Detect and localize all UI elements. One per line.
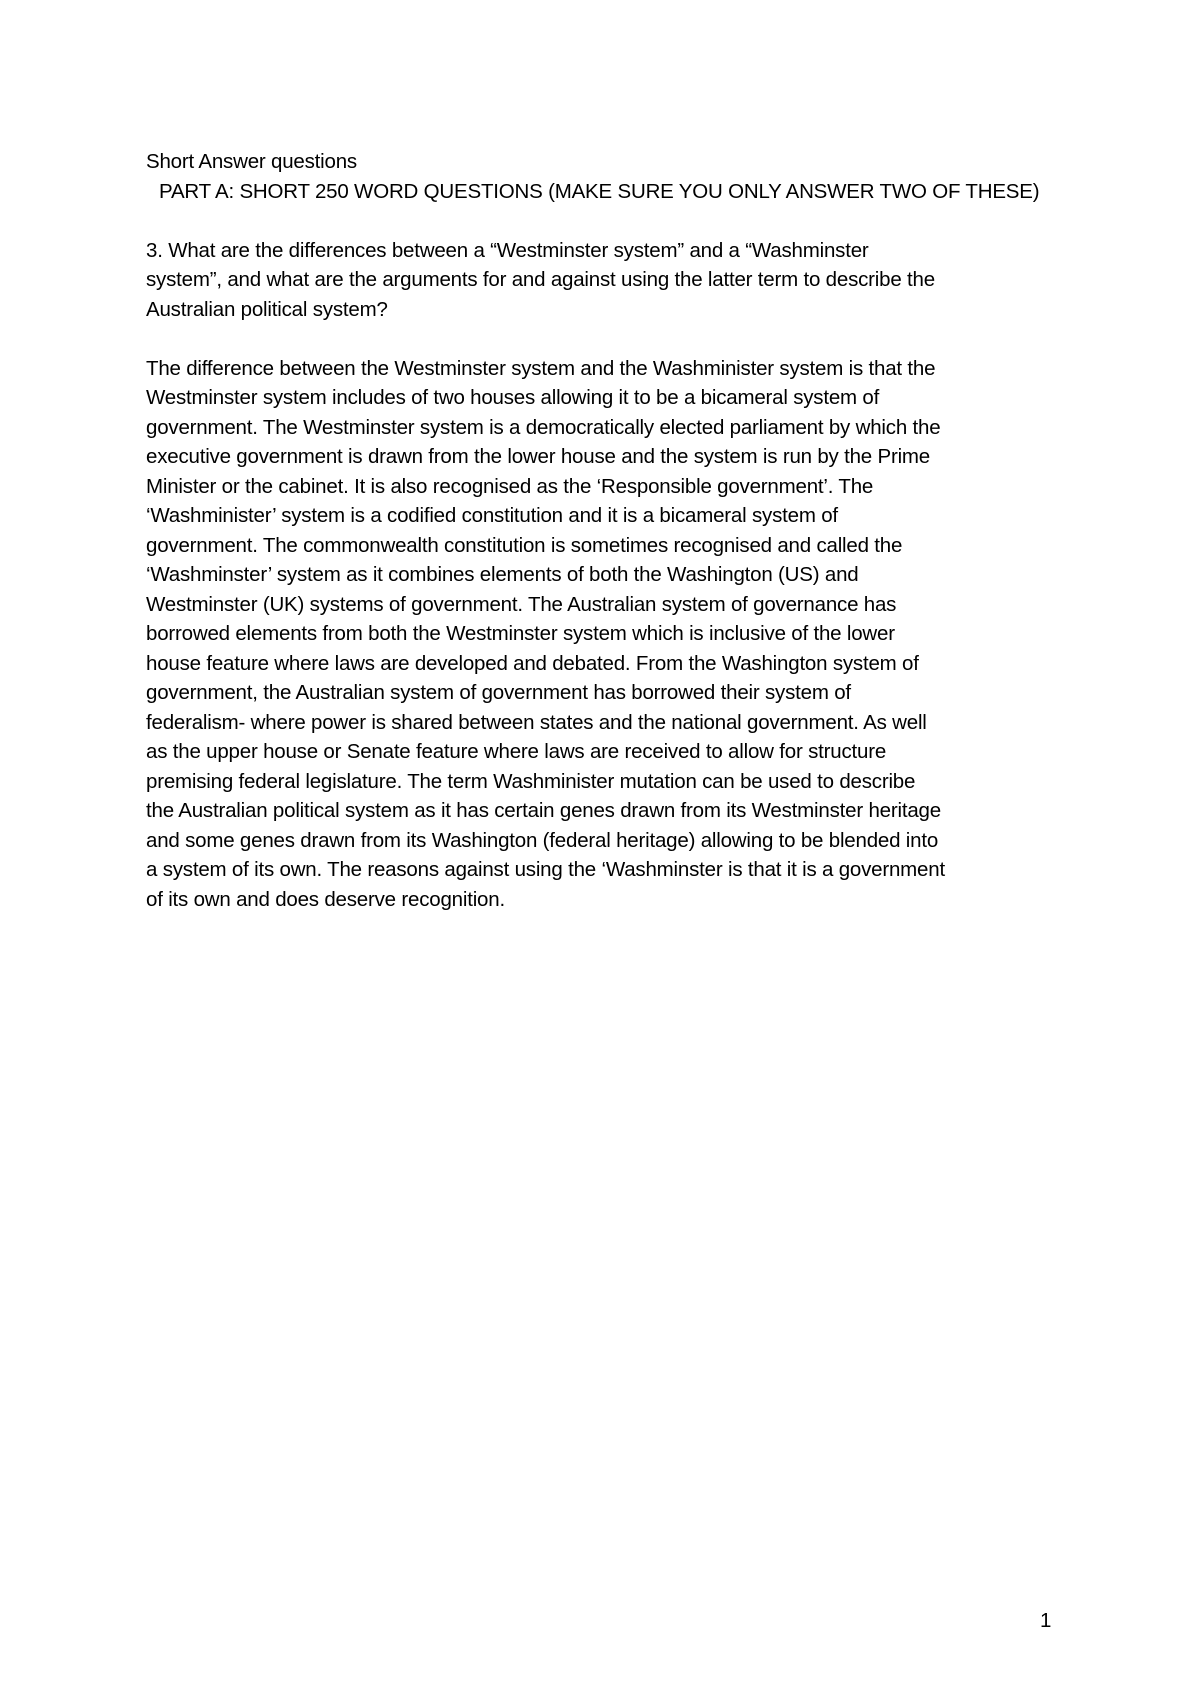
answer-line: government. The Westminster system is a democratically elected parliament by which the	[146, 415, 941, 439]
answer-line: Minister or the cabinet. It is also recognised as the ‘Responsible government’. The	[146, 474, 874, 498]
answer-line: as the upper house or Senate feature where laws are received to allow for structure	[146, 740, 887, 763]
answer-line: Westminster (UK) systems of government. The Australian system of governance has	[146, 592, 897, 616]
answer-line: government. The commonwealth constitution is sometimes recognised and called the	[146, 533, 903, 557]
answer-line: premising federal legislature. The term Washminister mutation can be used to describe	[146, 769, 916, 793]
blank-line	[146, 206, 1066, 236]
answer-line: ‘Washminister’ system is a codified constitution and it is a bicameral system of	[146, 504, 838, 527]
answer-line: The difference between the Westminster system and the Washminister system is that the	[146, 356, 936, 380]
answer-line: of its own and does deserve recognition.	[146, 887, 505, 911]
answer-line: executive government is drawn from the lower house and the system is run by the Prime	[146, 445, 931, 468]
blank-line	[146, 324, 1066, 354]
question-line: Australian political system?	[146, 297, 388, 321]
part-heading: PART A: SHORT 250 WORD QUESTIONS (MAKE SURE YOU ONLY ANSWER TWO OF THESE)	[159, 179, 1040, 203]
answer-line: the Australian political system as it has certain genes drawn from its Westminster heritage	[146, 799, 941, 822]
question-paragraph	[146, 236, 1066, 325]
section-title: Short Answer questions	[146, 150, 357, 173]
answer-line: a system of its own. The reasons against using the ‘Washminster is that it is a government	[146, 858, 945, 881]
answer-line: federalism- where power is shared between states and the national government. As well	[146, 710, 927, 734]
page-number: 1	[1040, 1609, 1052, 1632]
answer-line: house feature where laws are developed and debated. From the Washington system of	[146, 651, 919, 675]
answer-line: and some genes drawn from its Washington (federal heritage) allowing to be blended into	[146, 828, 939, 852]
answer-line: Westminster system includes of two houses allowing it to be a bicameral system of	[146, 386, 880, 409]
answer-line: ‘Washminster’ system as it combines elements of both the Washington (US) and	[146, 563, 859, 586]
document-body	[146, 147, 1066, 914]
question-line: 3. What are the differences between a “Westminster system” and a “Washminster	[146, 238, 869, 262]
question-line: system”, and what are the arguments for and against using the latter term to describe the	[146, 268, 935, 291]
answer-paragraph	[146, 354, 1066, 915]
answer-line: government, the Australian system of government has borrowed their system of	[146, 681, 851, 704]
answer-line: borrowed elements from both the Westminster system which is inclusive of the lower	[146, 622, 895, 645]
